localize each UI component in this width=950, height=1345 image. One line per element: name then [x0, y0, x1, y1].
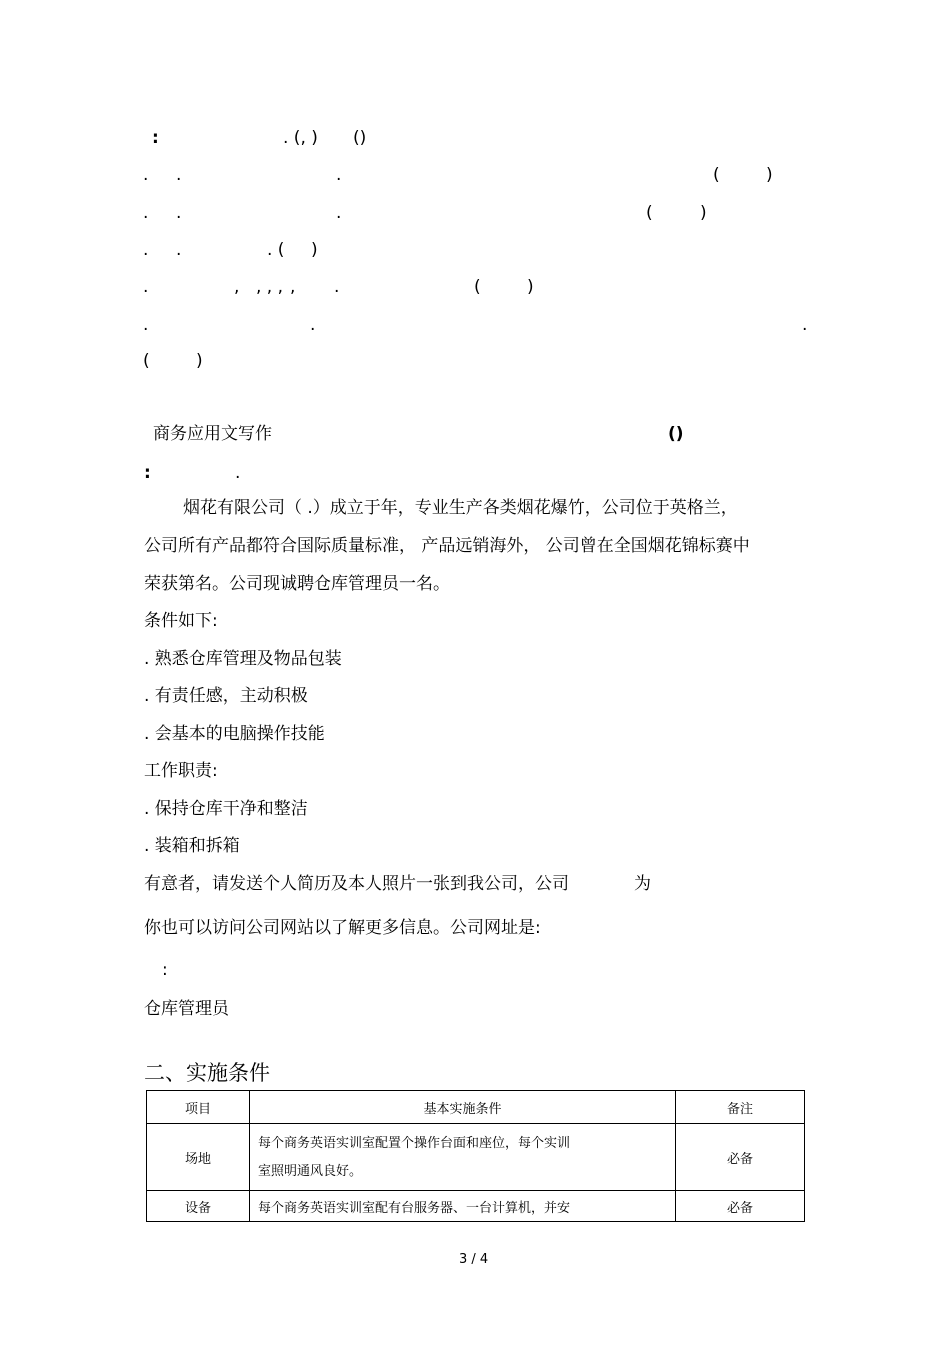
- header-item: 项目: [147, 1091, 250, 1124]
- website-line: 你也可以访问公司网站以了解更多信息。公司网址是:: [144, 918, 541, 938]
- exercise-fragment: (: [646, 203, 653, 223]
- exercise-fragment: .: [143, 315, 149, 335]
- exercise-fragment: .: [176, 203, 182, 223]
- table-header-row: [147, 1091, 805, 1124]
- exercise-fragment: (: [713, 165, 720, 185]
- exercise-fragment: .: [802, 315, 808, 335]
- condition-item: . 有责任感，主动积极: [144, 686, 308, 706]
- row-desc: [250, 1191, 676, 1222]
- duty-item: . 保持仓库干净和整洁: [144, 799, 308, 819]
- exercise-fragment: ): [766, 165, 773, 185]
- exercise-fragment: (: [143, 351, 150, 371]
- apply-text-tail: 为: [634, 874, 651, 894]
- exercise-fragment: . (, ): [283, 128, 318, 148]
- duties-label: 工作职责:: [144, 761, 218, 781]
- apply-text: 有意者，请发送个人简历及本人照片一张到我公司，公司: [144, 874, 569, 894]
- website-colon: :: [162, 960, 168, 980]
- impl-heading: 二、实施条件: [144, 1061, 270, 1085]
- exercise-fragment: , , ,: [256, 277, 284, 297]
- row-desc: [250, 1124, 676, 1191]
- exercise-fragment: .: [143, 277, 149, 297]
- exercise-fragment: .: [176, 240, 182, 260]
- exercise-fragment: .: [336, 165, 342, 185]
- exercise-fragment: ,: [290, 277, 296, 297]
- ad-line-2: 公司所有产品都符合国际质量标准， 产品远销海外， 公司曾在全国烟花锦标赛中: [144, 536, 750, 556]
- exercise-fragment: ): [700, 203, 707, 223]
- exercise-fragment: .: [143, 240, 149, 260]
- condition-item: . 熟悉仓库管理及物品包装: [144, 649, 342, 669]
- table-row: [147, 1191, 805, 1222]
- exercise-fragment: .: [310, 315, 316, 335]
- conditions-label: 条件如下:: [144, 611, 218, 631]
- header-desc: 基本实施条件: [250, 1091, 676, 1124]
- condition-item: . 会基本的电脑操作技能: [144, 724, 325, 744]
- page-number: 3 / 4: [459, 1252, 489, 1267]
- ad-line-1: 烟花有限公司（ .）成立于年，专业生产各类烟花爆竹，公司位于英格兰，: [183, 498, 738, 518]
- impl-table: [146, 1090, 805, 1222]
- row-desc-line: 室照明通风良好。: [258, 1164, 363, 1179]
- exercise-fragment: .: [336, 203, 342, 223]
- dot-mark: .: [235, 463, 241, 483]
- row-item: 场地: [147, 1124, 250, 1191]
- exercise-fragment: .: [143, 203, 149, 223]
- exercise-fragment: (): [353, 128, 367, 148]
- exercise-fragment: :: [152, 128, 159, 148]
- row-item: 设备: [147, 1191, 250, 1222]
- header-note: 备注: [676, 1091, 805, 1124]
- table-row: [147, 1124, 805, 1191]
- exercise-fragment: .: [176, 165, 182, 185]
- exercise-fragment: .: [143, 165, 149, 185]
- row-note: 必备: [676, 1124, 805, 1191]
- exercise-fragment: (: [474, 277, 481, 297]
- duty-item: . 装箱和拆箱: [144, 836, 240, 856]
- exercise-fragment: ): [196, 351, 203, 371]
- exercise-fragment: ): [527, 277, 534, 297]
- exercise-fragment: . (: [267, 240, 285, 260]
- row-note: 必备: [676, 1191, 805, 1222]
- colon-mark: :: [144, 463, 151, 483]
- ad-line-3: 荣获第名。公司现诚聘仓库管理员一名。: [144, 574, 450, 594]
- section-title: 商务应用文写作: [153, 424, 272, 444]
- row-desc-line: 每个商务英语实训室配置个操作台面和座位，每个实训: [258, 1136, 571, 1151]
- exercise-fragment: .: [334, 277, 340, 297]
- exercise-fragment: ): [311, 240, 318, 260]
- exercise-fragment: ,: [234, 277, 240, 297]
- row-desc-line: 每个商务英语实训室配有台服务器、一台计算机，并安: [258, 1200, 571, 1216]
- closing-title: 仓库管理员: [144, 999, 229, 1019]
- section-marker: (): [668, 424, 684, 444]
